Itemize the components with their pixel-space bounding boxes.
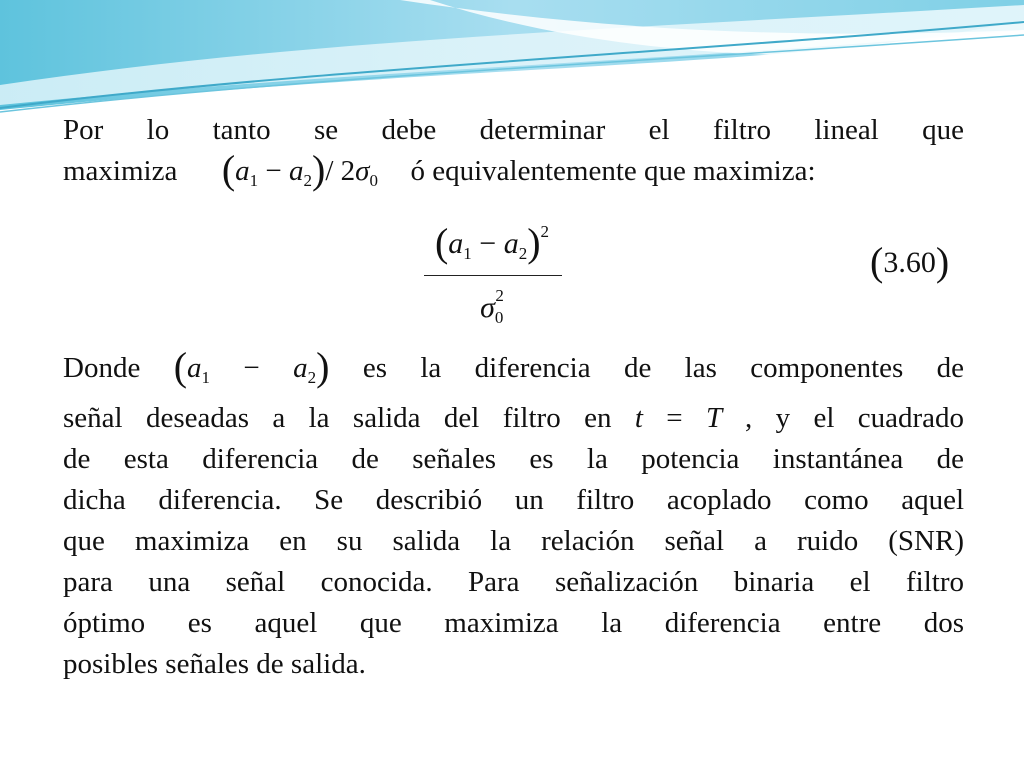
word: lo bbox=[146, 114, 170, 146]
word: filtro bbox=[712, 114, 771, 146]
equation-number: (3.60) bbox=[870, 239, 950, 284]
explanation-line-1 bbox=[63, 344, 965, 398]
explanation-paragraph bbox=[63, 344, 965, 685]
explanation-line: óptimo es aquel que maximiza la diferencia entre dos bbox=[63, 607, 964, 639]
word: se bbox=[313, 114, 339, 146]
word: que bbox=[922, 114, 964, 146]
fraction-bar bbox=[424, 275, 562, 276]
explanation-line: para una señal conocida. Para señalización binaria el filtro bbox=[63, 566, 964, 598]
word: debe bbox=[381, 114, 437, 146]
explanation-line: de esta diferencia de señales es la potencia instantánea de bbox=[63, 443, 964, 475]
word: tanto bbox=[212, 114, 271, 146]
intro-text: maximiza bbox=[63, 155, 178, 187]
intro-line-2 bbox=[63, 147, 964, 201]
inline-formula-ratio: $(a_1 - a_2)/$ $2\sigma_0$ bbox=[221, 147, 378, 192]
word: lineal bbox=[814, 114, 879, 146]
inline-formula-difference: $(a_1 - a_2)$ bbox=[173, 344, 330, 389]
explanation-text: , y el cuadrado bbox=[744, 402, 965, 434]
intro-text-end: ó equivalentemente que maximiza: bbox=[410, 155, 816, 187]
explanation-line: que maximiza en su salida la relación señal a ruido (SNR) bbox=[63, 525, 964, 557]
explanation-line: dicha diferencia. Se describió un filtro acoplado como aquel bbox=[63, 484, 964, 516]
intro-line-1 bbox=[63, 110, 964, 151]
explanation-line: posibles señales de salida. bbox=[63, 648, 366, 680]
explanation-text: es la diferencia de las componentes de bbox=[362, 352, 965, 384]
explanation-text: Donde bbox=[63, 352, 141, 384]
explanation-text: señal deseadas a la salida del filtro en bbox=[63, 402, 612, 434]
equation-numerator: $(a_1 - a_2)^2$ bbox=[434, 220, 550, 265]
intro-paragraph bbox=[63, 110, 964, 201]
equation-denominator: $\sigma_0^2$ bbox=[480, 286, 504, 327]
word: determinar bbox=[479, 114, 606, 146]
word: Por bbox=[63, 114, 104, 146]
explanation-line-2 bbox=[63, 398, 964, 439]
inline-formula-time: t = T bbox=[634, 402, 722, 434]
word: el bbox=[648, 114, 670, 146]
